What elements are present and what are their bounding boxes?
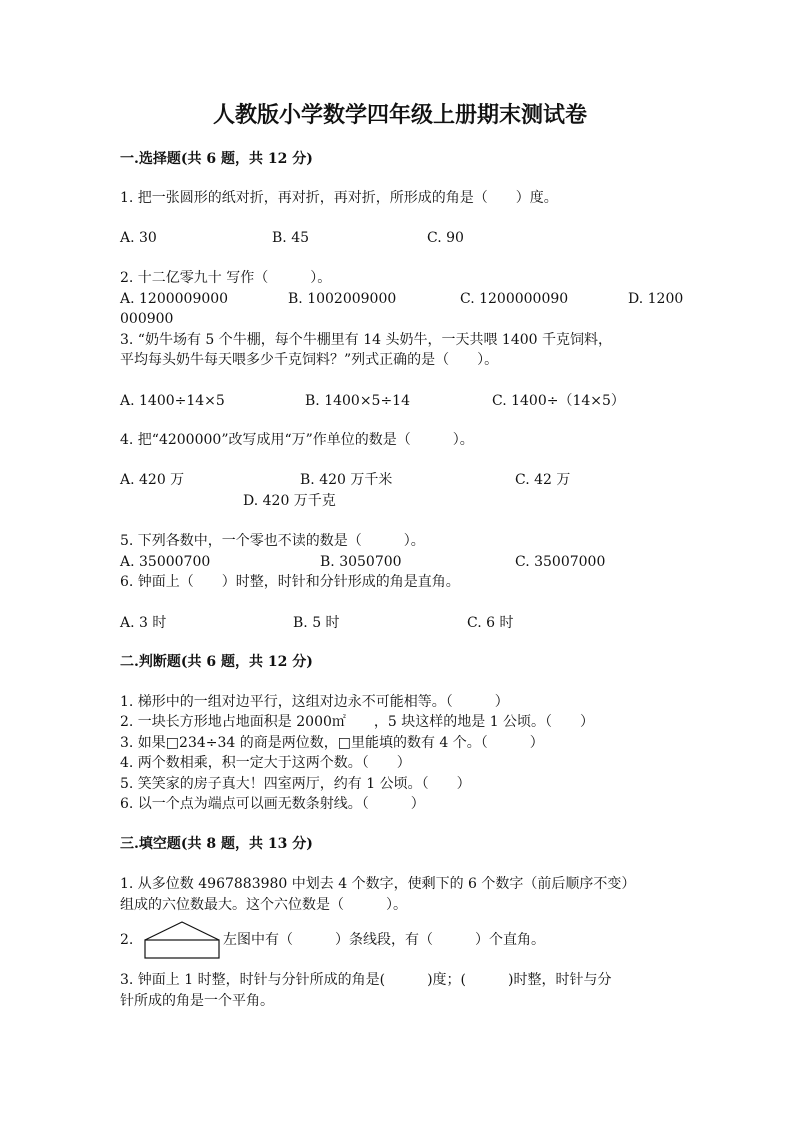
fill-item-continued: 组成的六位数最大。这个六位数是（ ）。: [120, 897, 407, 913]
option-b: B. 5 时: [293, 615, 340, 631]
page-title: 人教版小学数学四年级上册期末测试卷: [212, 102, 587, 128]
judgement-item: 2. 一块长方形地占地面积是 2000㎡ ，5 块这样的地是 1 公顷。（ ）: [120, 714, 595, 730]
fill-item: 左图中有（ ）条线段，有（ ）个直角。: [223, 932, 545, 948]
option-d-continued: 000900: [120, 311, 174, 327]
section-heading-choice: 一.选择题(共 6 题，共 12 分): [120, 151, 313, 167]
fill-item-number: 2.: [120, 932, 134, 948]
figure-rectangle: [145, 940, 219, 958]
option-c: C. 1200000090: [460, 291, 569, 307]
fill-item: 3. 钟面上 1 时整，时针与分针所成的角是( )度；( )时整，时针与分: [120, 972, 612, 988]
question-stem: 2. 十二亿零九十 写作（ ）。: [120, 270, 332, 286]
option-c: C. 90: [427, 230, 464, 246]
option-b: B. 1002009000: [288, 291, 397, 307]
option-c: C. 1400÷（14×5）: [492, 393, 625, 409]
option-b: B. 1400×5÷14: [305, 393, 410, 409]
option-c: C. 35007000: [515, 554, 606, 570]
question-stem: 4. 把“4200000”改写成用“万”作单位的数是（ ）。: [120, 432, 474, 448]
option-a: A. 420 万: [120, 472, 185, 488]
option-a: A. 35000700: [120, 554, 211, 570]
question-stem: 3. “奶牛场有 5 个牛棚，每个牛棚里有 14 头奶牛，一天共喂 1400 千克饲料，: [120, 332, 613, 348]
fill-item: 1. 从多位数 4967883980 中划去 4 个数字，使剩下的 6 个数字（前后顺序不变）: [120, 876, 636, 892]
option-a: A. 1400÷14×5: [120, 393, 225, 409]
question-stem: 6. 钟面上（ ）时整，时针和分针形成的角是直角。: [120, 574, 460, 590]
option-d: D. 1200: [628, 291, 684, 307]
option-c: C. 42 万: [515, 472, 571, 488]
option-b: B. 45: [272, 230, 310, 246]
house-shape-figure: [144, 921, 220, 959]
section-heading-fill-blank: 三.填空题(共 8 题，共 13 分): [120, 836, 313, 852]
section-heading-judgement: 二.判断题(共 6 题，共 12 分): [120, 654, 313, 670]
judgement-item: 5. 笑笑家的房子真大！四室两厅，约有 1 公顷。（ ）: [120, 776, 471, 792]
judgement-item: 1. 梯形中的一组对边平行，这组对边永不可能相等。（ ）: [120, 694, 509, 710]
option-a: A. 3 时: [120, 615, 167, 631]
figure-roof: [145, 922, 219, 940]
fill-item-continued: 针所成的角是一个平角。: [120, 993, 274, 1009]
judgement-item: 4. 两个数相乘，积一定大于这两个数。（ ）: [120, 755, 411, 771]
judgement-item: 6. 以一个点为端点可以画无数条射线。（ ）: [120, 796, 425, 812]
question-stem: 1. 把一张圆形的纸对折，再对折，再对折，所形成的角是（ ）度。: [120, 190, 558, 206]
option-c: C. 6 时: [467, 615, 514, 631]
judgement-item: 3. 如果□234÷34 的商是两位数，□里能填的数有 4 个。（ ）: [120, 735, 544, 751]
option-d: D. 420 万千克: [243, 493, 336, 509]
question-stem-continued: 平均每头奶牛每天喂多少千克饲料？”列式正确的是（ ）。: [120, 352, 499, 368]
option-a: A. 1200009000: [120, 291, 229, 307]
option-b: B. 3050700: [320, 554, 402, 570]
option-b: B. 420 万千米: [300, 472, 393, 488]
question-stem: 5. 下列各数中，一个零也不读的数是（ ）。: [120, 533, 425, 549]
option-a: A. 30: [120, 230, 157, 246]
